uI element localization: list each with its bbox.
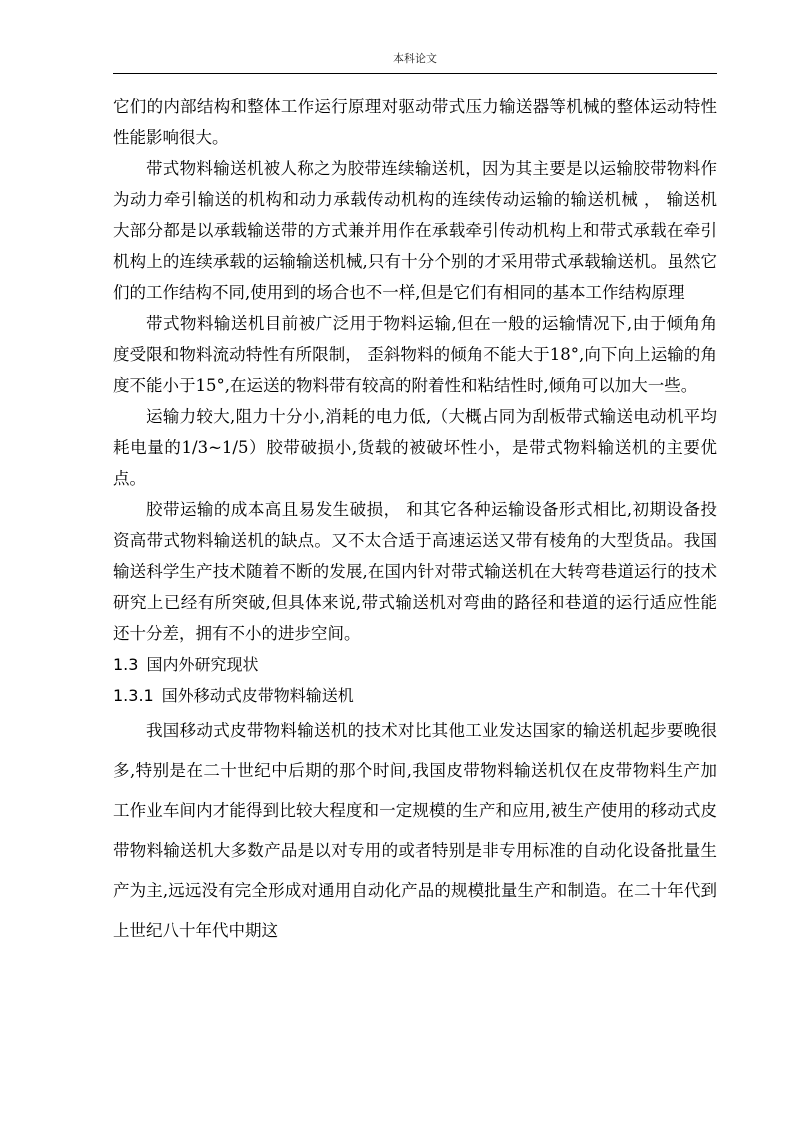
subsection-number: 1.3.1 xyxy=(113,686,154,705)
paragraph: 胶带运输的成本高且易发生破损， 和其它各种运输设备形式相比,初期设备投资高带式物料输送机的缺点。又不太合适于高速运送又带有棱角的大型货品。我国输送科学生产技术随着不断的发展,在国内针对带式输送机在大转弯巷道运行的技术研究上已经有所突破,但具体来说,带式输送机对弯曲的路径和巷道的运行适应性能还十分差，拥有不小的进步空间。 xyxy=(113,500,717,643)
document-body xyxy=(113,91,717,951)
subsection-title: 国外移动式皮带物料输送机 xyxy=(161,686,354,705)
paragraph-group-top xyxy=(113,91,717,649)
section-number: 1.3 xyxy=(113,655,139,674)
header-divider xyxy=(113,73,717,74)
paragraph: 带式物料输送机被人称之为胶带连续输送机，因为其主要是以运输胶带物料作为动力牵引输送的机构和动力承载传动机构的连续传动运输的输送机械 ， 输送机大部分都是以承载输送带的方式兼并用作在承载牵引传动机构上和带式承载在牵引机构上的连续承载的运输输送机械,只有十分个别的才采用带式承载输送机。虽然它们的工作结构不同,使用到的场合也不一样,但是它们有相同的基本工作结构原理 xyxy=(113,159,717,302)
subsection-heading xyxy=(113,680,717,711)
paragraph: 运输力较大,阻力十分小,消耗的电力低,（大概占同为刮板带式输送电动机平均耗电量的1/3~1/5）胶带破损小,货载的被破坏性小，是带式物料输送机的主要优点。 xyxy=(113,407,717,488)
section-heading xyxy=(113,649,717,680)
paragraph-group-bottom xyxy=(113,711,717,951)
paragraph: 带式物料输送机目前被广泛用于物料运输,但在一般的运输情况下,由于倾角角度受限和物料流动特性有所限制， 歪斜物料的倾角不能大于18°,向下向上运输的角度不能小于15°,在运送的物料带有较高的附着性和粘结性时,倾角可以加大一些。 xyxy=(113,314,717,395)
section-title: 国内外研究现状 xyxy=(146,655,259,674)
paragraph: 我国移动式皮带物料输送机的技术对比其他工业发达国家的输送机起步要晚很多,特别是在二十世纪中后期的那个时间,我国皮带物料输送机仅在皮带物料生产加工作业车间内才能得到比较大程度和一定规模的生产和应用,被生产使用的移动式皮带物料输送机大多数产品是以对专用的或者特别是非专用标准的自动化设备批量生产为主,远远没有完全形成对通用自动化产品的规模批量生产和制造。在二十年代到上世纪八十年代中期这 xyxy=(113,721,717,940)
page-header: 本科论文 xyxy=(393,52,437,65)
paragraph: 它们的内部结构和整体工作运行原理对驱动带式压力输送器等机械的整体运动特性性能影响很大。 xyxy=(113,97,717,147)
